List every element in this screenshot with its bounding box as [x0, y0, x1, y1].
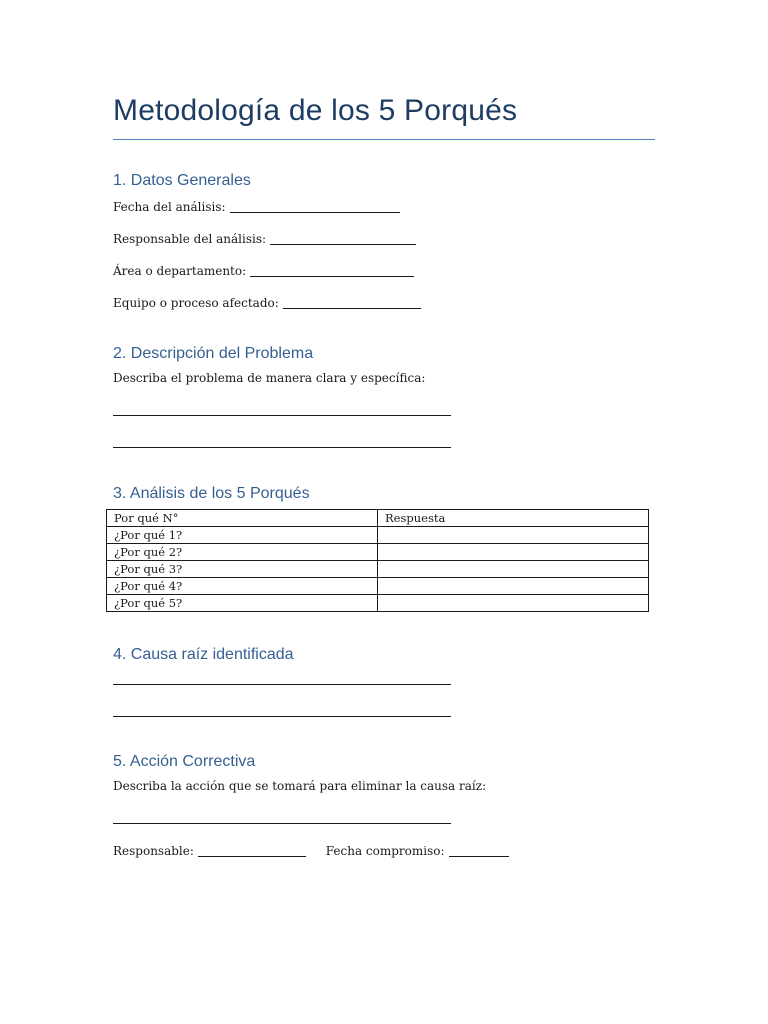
section2-heading: 2. Descripción del Problema: [113, 345, 314, 362]
field-equipo-proceso-label: Equipo o proceso afectado:: [113, 296, 279, 310]
table-row: [107, 595, 649, 612]
field-responsable-analisis-label: Responsable del análisis:: [113, 232, 267, 246]
responsable-fecha-row: [113, 844, 509, 858]
field-equipo-proceso-blank[interactable]: [283, 296, 421, 309]
field-fecha-analisis-blank[interactable]: [230, 200, 400, 213]
table-row: [107, 527, 649, 544]
why-answer-cell[interactable]: [378, 527, 649, 544]
column-header-respuesta: Respuesta: [378, 510, 649, 527]
why-answer-cell[interactable]: [378, 578, 649, 595]
root-cause-fill-line-1[interactable]: [113, 684, 451, 685]
five-whys-table: [106, 509, 649, 612]
corrective-action-prompt: Describa la acción que se tomará para eliminar la causa raíz:: [113, 779, 487, 793]
table-row: [107, 578, 649, 595]
section1-heading: 1. Datos Generales: [113, 172, 251, 189]
table-header-row: [107, 510, 649, 527]
field-responsable-analisis-blank[interactable]: [270, 232, 416, 245]
field-area-departamento-label: Área o departamento:: [113, 264, 247, 278]
section4-heading: 4. Causa raíz identificada: [113, 646, 294, 663]
fecha-compromiso-label: Fecha compromiso:: [325, 844, 445, 858]
why-label: ¿Por qué 2?: [107, 544, 378, 561]
why-answer-cell[interactable]: [378, 544, 649, 561]
document-title: Metodología de los 5 Porqués: [113, 94, 518, 127]
section5-heading: 5. Acción Correctiva: [113, 753, 256, 770]
field-fecha-analisis: [113, 200, 400, 214]
field-responsable-analisis: [113, 232, 416, 246]
field-area-departamento: [113, 264, 414, 278]
problem-fill-line-1[interactable]: [113, 415, 451, 416]
table-row: [107, 561, 649, 578]
section3-heading: 3. Análisis de los 5 Porqués: [113, 485, 310, 502]
field-area-departamento-blank[interactable]: [250, 264, 414, 277]
column-header-por-que: Por qué N°: [107, 510, 378, 527]
why-label: ¿Por qué 5?: [107, 595, 378, 612]
problem-fill-line-2[interactable]: [113, 447, 451, 448]
why-answer-cell[interactable]: [378, 595, 649, 612]
field-fecha-analisis-label: Fecha del análisis:: [113, 200, 226, 214]
fecha-compromiso-blank[interactable]: [449, 844, 509, 857]
why-label: ¿Por qué 1?: [107, 527, 378, 544]
table-row: [107, 544, 649, 561]
root-cause-fill-line-2[interactable]: [113, 716, 451, 717]
field-equipo-proceso: [113, 296, 421, 310]
title-underline: [113, 139, 655, 140]
why-label: ¿Por qué 4?: [107, 578, 378, 595]
responsable-label: Responsable:: [113, 844, 194, 858]
why-label: ¿Por qué 3?: [107, 561, 378, 578]
why-answer-cell[interactable]: [378, 561, 649, 578]
corrective-action-fill-line[interactable]: [113, 823, 451, 824]
problem-prompt: Describa el problema de manera clara y específica:: [113, 371, 426, 385]
responsable-blank[interactable]: [198, 844, 306, 857]
